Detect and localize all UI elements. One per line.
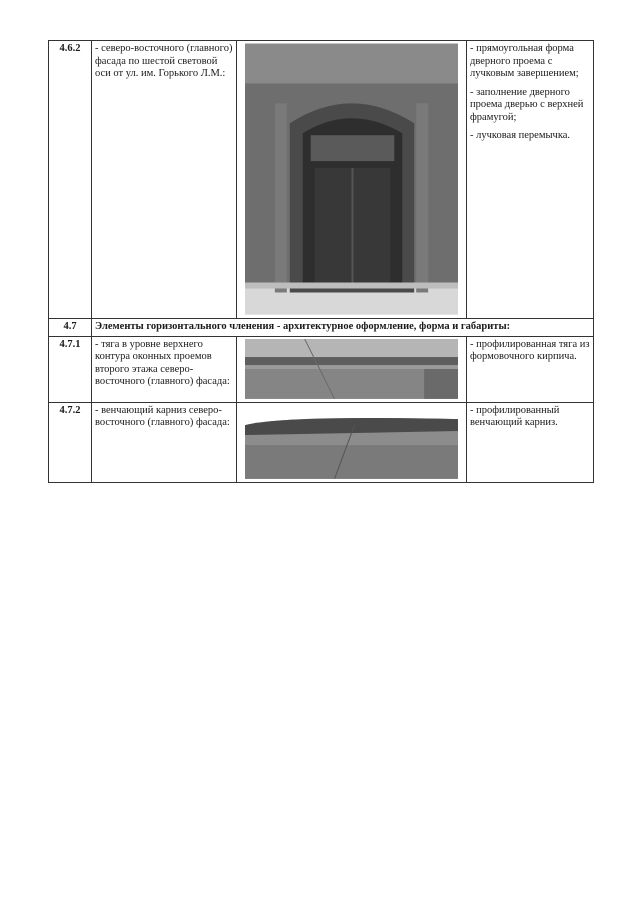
document-page (48, 40, 593, 483)
cornice-band-photo-image (245, 339, 458, 399)
row-number: 4.7.2 (49, 402, 92, 482)
element-description: - венчающий карниз северо-восточного (главного) фасада: (92, 402, 237, 482)
element-description: - северо-восточного (главного) фасада по шестой световой оси от ул. им. Горького Л.М.: (92, 41, 237, 319)
row-number: 4.6.2 (49, 41, 92, 319)
heritage-elements-table (48, 40, 594, 483)
section-title: Элементы горизонтального членения - архитектурное оформление, форма и габариты: (92, 319, 594, 337)
element-notes (467, 336, 594, 402)
crowning-cornice-photo-image (245, 405, 458, 479)
crowning-cornice-photo (237, 402, 467, 482)
section-number: 4.7 (49, 319, 92, 337)
cornice-band-photo (237, 336, 467, 402)
note-item: - профилированная тяга из формовочного кирпича. (470, 338, 590, 362)
element-notes (467, 41, 594, 319)
table-row (49, 336, 594, 402)
door-photo-image (245, 43, 458, 315)
element-description: - тяга в уровне верхнего контура оконных проемов второго этажа северо-восточного (главного) фасада: (92, 336, 237, 402)
door-photo (237, 41, 467, 319)
note-item: - профилированный венчающий карниз. (470, 404, 560, 428)
row-number: 4.7.1 (49, 336, 92, 402)
element-notes (467, 402, 594, 482)
section-row (49, 319, 594, 337)
note-item: - лучковая перемычка. (470, 130, 571, 141)
table-row (49, 402, 594, 482)
note-item: - заполнение дверного проема дверью с верхней фрамугой; (470, 86, 584, 123)
table-row (49, 41, 594, 319)
note-item: - прямоугольная форма дверного проема с лучковым завершением; (470, 43, 579, 79)
